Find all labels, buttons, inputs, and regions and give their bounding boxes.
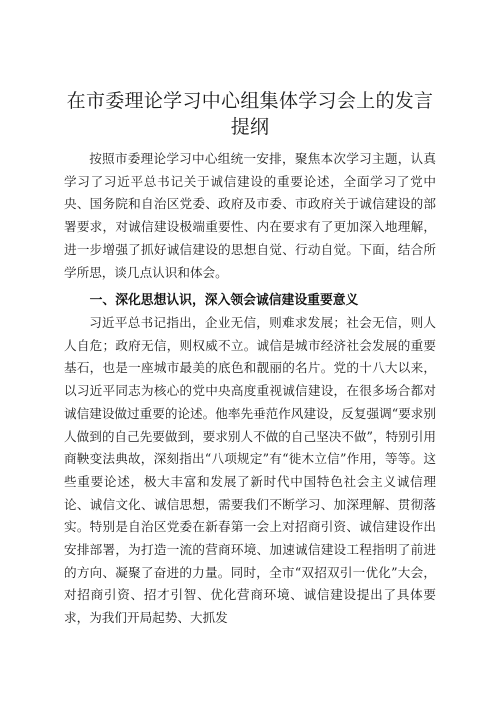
document-title: 在市委理论学习中心组集体学习会上的发言提纲: [66, 90, 434, 138]
section-heading: 一、深化思想认识，深入领会诚信建设重要意义: [89, 293, 359, 308]
section-paragraph: 习近平总书记指出，企业无信，则难求发展；社会无信，则人人自危；政府无信，则权威不立。诚信是城市经济社会发展的重要基石，也是一座城市最美的底色和靓丽的名片。党的十八大以来，以习近平同志为核心的党中央高度重视诚信建设，在很多场合都对诚信建设做过重要的论述。他率先垂范作风建设，反复强调“要求别人做到的自己先要做到，要求别人不做的自己坚决不做”，特别引用商鞅变法典故，深刻指出“八项规定”有“徙木立信”作用，等等。这些重要论述，极大丰富和发展了新时代中国特色社会主义诚信理论、诚信文化、诚信思想，需要我们不断学习、加深理解、贯彻落实。特别是自治区党委在新春第一会上对招商引资、诚信建设作出安排部署，为打造一流的营商环境、加速诚信建设工程指明了前进的方向、凝聚了奋进的力量。同时，全市“双招双引一优化”大会，对招商引资、招才引智、优化营商环境、诚信建设提出了具体要求，为我们开局起势、大抓发: [64, 315, 436, 626]
intro-paragraph: 按照市委理论学习中心组统一安排，聚焦本次学习主题，认真学习了习近平总书记关于诚信建设的重要论述，全面学习了党中央、国务院和自治区党委、政府及市委、市政府关于诚信建设的部署要求，对诚信建设极端重要性、内在要求有了更加深入地理解，进一步增强了抓好诚信建设的思想自觉、行动自觉。下面，结合所学所思，谈几点认识和体会。: [64, 151, 436, 280]
